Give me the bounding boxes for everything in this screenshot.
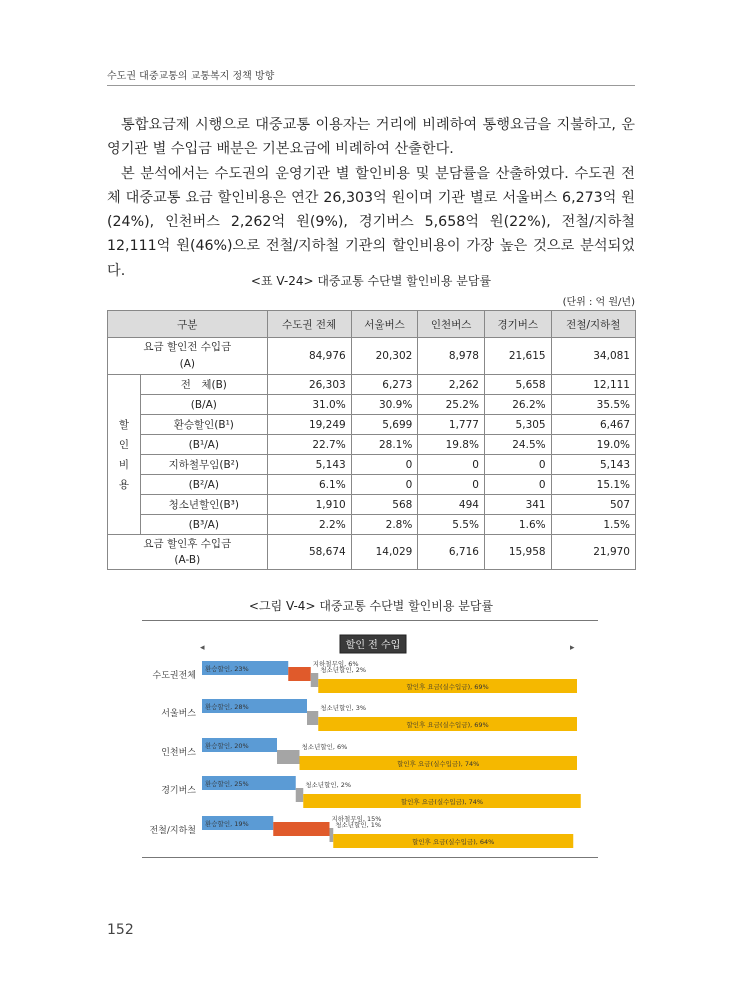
- table-cell: 8,978: [418, 338, 485, 375]
- data-label: 할인후 요금(실수입금), 74%: [397, 760, 480, 768]
- header-incheon-bus: 인천버스: [418, 311, 485, 338]
- bar-segment: [277, 750, 300, 764]
- category-label: 수도권전체: [152, 671, 196, 681]
- table-cell: 15,958: [484, 535, 551, 570]
- table-cell: 0: [484, 475, 551, 495]
- row-after-label: [108, 535, 268, 570]
- table-cell: 21,970: [551, 535, 635, 570]
- table-cell: 0: [351, 455, 418, 475]
- figure-caption: <그림 V-4> 대중교통 수단별 할인비용 분담률: [248, 599, 494, 613]
- header-category: 구분: [108, 311, 268, 338]
- table-cell: 20,302: [351, 338, 418, 375]
- table-cell: 5,305: [484, 415, 551, 435]
- data-label: 환승할인, 23%: [205, 665, 249, 673]
- table-cell: 22.7%: [267, 435, 351, 455]
- table-cell: 28.1%: [351, 435, 418, 455]
- table-cell: 0: [351, 475, 418, 495]
- table-cell: 25.2%: [418, 395, 485, 415]
- table-row: [108, 375, 636, 395]
- data-label: 지하철무임, 15%: [331, 815, 382, 823]
- row-before-label-2: (A): [179, 358, 195, 370]
- data-label: 할인후 요금(실수입금), 64%: [412, 838, 495, 846]
- figure-bottom-rule: [142, 857, 598, 858]
- data-label: 청소년할인, 1%: [335, 821, 382, 829]
- row-before-label-1: 요금 할인전 수입금: [143, 341, 232, 353]
- table-cell: 341: [484, 495, 551, 515]
- table-row: [108, 435, 636, 455]
- table-row: [108, 515, 636, 535]
- bar-segment: [288, 667, 311, 681]
- table-cell: 30.9%: [351, 395, 418, 415]
- paragraph-2: 본 분석에서는 수도권의 운영기관 별 할인비용 및 분담률을 산출하였다. 수도권 전체 대중교통 요금 할인비용은 연간 26,303억 원이며 기관 별로 서울버스 6,273억 원(24%), 인천버스 2,262억 원(9%), 경기버스 5,658억 원(22%), 전철/지하철 12,111억 원(46%)으로 전철/지하철 기관의 할인비용이 가장 높은 것으로 분석되었다.: [107, 165, 635, 279]
- table-cell: 24.5%: [484, 435, 551, 455]
- running-title: 수도권 대중교통의 교통복지 정책 방향: [107, 71, 275, 82]
- page-number: 152: [107, 922, 134, 938]
- table-cell: 2,262: [418, 375, 485, 395]
- data-label: 지하철무임, 6%: [312, 660, 359, 668]
- paragraph-1: 통합요금제 시행으로 대중교통 이용자는 거리에 비례하여 통행요금을 지불하고, 운영기관 별 수입금 배분은 기본요금에 비례하여 산출한다.: [107, 117, 635, 158]
- table-cell: 5.5%: [418, 515, 485, 535]
- group-char: 인: [118, 438, 130, 451]
- table-cell: 58,674: [267, 535, 351, 570]
- table-cell: 568: [351, 495, 418, 515]
- table-cell: 19.0%: [551, 435, 635, 455]
- table-cell: 5,143: [551, 455, 635, 475]
- data-label: 청소년할인, 2%: [305, 781, 352, 789]
- header-seoul-bus: 서울버스: [351, 311, 418, 338]
- table-row: [108, 495, 636, 515]
- bar-segment: [311, 673, 319, 687]
- category-label: 서울버스: [161, 709, 196, 719]
- bar-segment: [273, 822, 329, 836]
- data-label: 청소년할인, 3%: [320, 704, 367, 712]
- row-ratio-label: (B³/A): [141, 515, 268, 535]
- header-rule: [107, 85, 635, 86]
- row-label: 지하철무임(B²): [141, 455, 268, 475]
- data-label: 할인후 요금(실수입금), 69%: [406, 683, 489, 691]
- body-text: [107, 113, 635, 283]
- table-cell: 26,303: [267, 375, 351, 395]
- table-cell: 6,273: [351, 375, 418, 395]
- table-cell: 494: [418, 495, 485, 515]
- category-label: 인천버스: [161, 748, 196, 758]
- table-cell: 26.2%: [484, 395, 551, 415]
- row-label: 청소년할인(B³): [141, 495, 268, 515]
- row-label: 전 체(B): [141, 375, 268, 395]
- table-cell: 2.8%: [351, 515, 418, 535]
- data-label: 할인후 요금(실수입금), 74%: [400, 798, 484, 806]
- table-cell: 31.0%: [267, 395, 351, 415]
- table-cell: 84,976: [267, 338, 351, 375]
- bar-segment: [296, 788, 304, 802]
- table-cell: 0: [418, 455, 485, 475]
- row-label: 환승할인(B¹): [141, 415, 268, 435]
- data-label: 환승할인, 28%: [205, 703, 249, 711]
- legend-box-label: 할인 전 수입: [345, 640, 401, 651]
- discount-group-label: [108, 375, 141, 535]
- table-cell: 507: [551, 495, 635, 515]
- table-cell: 1,777: [418, 415, 485, 435]
- table-cell: 34,081: [551, 338, 635, 375]
- header-total: 수도권 전체: [267, 311, 351, 338]
- figure-top-rule: [142, 620, 598, 621]
- discount-share-chart: [142, 624, 598, 857]
- table-cell: 6.1%: [267, 475, 351, 495]
- chart-bars: [149, 659, 580, 848]
- table-cell: 1,910: [267, 495, 351, 515]
- table-cell: 19.8%: [418, 435, 485, 455]
- group-char: 비: [118, 458, 130, 471]
- data-label: 할인후 요금(실수입금), 69%: [406, 721, 489, 729]
- data-label: 청소년할인, 6%: [301, 743, 348, 751]
- category-label: 전철/지하철: [149, 826, 196, 836]
- table-header-row: [108, 311, 636, 338]
- category-label: 경기버스: [161, 786, 196, 796]
- row-after-label-2: (A-B): [174, 554, 201, 566]
- header-subway: 전철/지하철: [551, 311, 635, 338]
- group-char: 용: [118, 478, 130, 491]
- table-cell: 6,716: [418, 535, 485, 570]
- table-cell: 6,467: [551, 415, 635, 435]
- row-after-label-1: 요금 할인후 수입금: [143, 538, 232, 550]
- row-ratio-label: (B/A): [141, 395, 268, 415]
- data-label: 환승할인, 20%: [205, 742, 249, 750]
- table-cell: 19,249: [267, 415, 351, 435]
- bar-segment: [307, 711, 318, 725]
- table-cell: 35.5%: [551, 395, 635, 415]
- group-char: 할: [118, 418, 130, 431]
- data-label: 환승할인, 25%: [205, 780, 249, 788]
- table-caption: <표 V-24> 대중교통 수단별 할인비용 분담률: [250, 274, 492, 288]
- table-cell: 21,615: [484, 338, 551, 375]
- data-label: 환승할인, 19%: [205, 820, 249, 828]
- row-before-discount: [108, 338, 636, 375]
- table-row: [108, 455, 636, 475]
- row-ratio-label: (B¹/A): [141, 435, 268, 455]
- data-label: 청소년할인, 2%: [320, 666, 367, 674]
- chart-arrow-left: ◂: [200, 643, 205, 653]
- table-cell: 15.1%: [551, 475, 635, 495]
- table-unit: (단위 : 억 원/년): [562, 297, 635, 308]
- table-row: [108, 415, 636, 435]
- table-cell: 12,111: [551, 375, 635, 395]
- table-cell: 5,143: [267, 455, 351, 475]
- table-cell: 5,658: [484, 375, 551, 395]
- table-cell: 2.2%: [267, 515, 351, 535]
- row-after-discount: [108, 535, 636, 570]
- table-row: [108, 395, 636, 415]
- bar-segment: [330, 828, 334, 842]
- table-cell: 0: [484, 455, 551, 475]
- chart-arrow-right: ▸: [570, 643, 575, 653]
- discount-cost-table: [107, 310, 636, 570]
- table-cell: 1.6%: [484, 515, 551, 535]
- table-cell: 5,699: [351, 415, 418, 435]
- table-cell: 14,029: [351, 535, 418, 570]
- row-ratio-label: (B²/A): [141, 475, 268, 495]
- chart-svg: [142, 624, 598, 857]
- discount-rows: [108, 375, 636, 535]
- table-row: [108, 475, 636, 495]
- table-cell: 0: [418, 475, 485, 495]
- table-cell: 1.5%: [551, 515, 635, 535]
- header-gyeonggi-bus: 경기버스: [484, 311, 551, 338]
- row-before-label: [108, 338, 268, 375]
